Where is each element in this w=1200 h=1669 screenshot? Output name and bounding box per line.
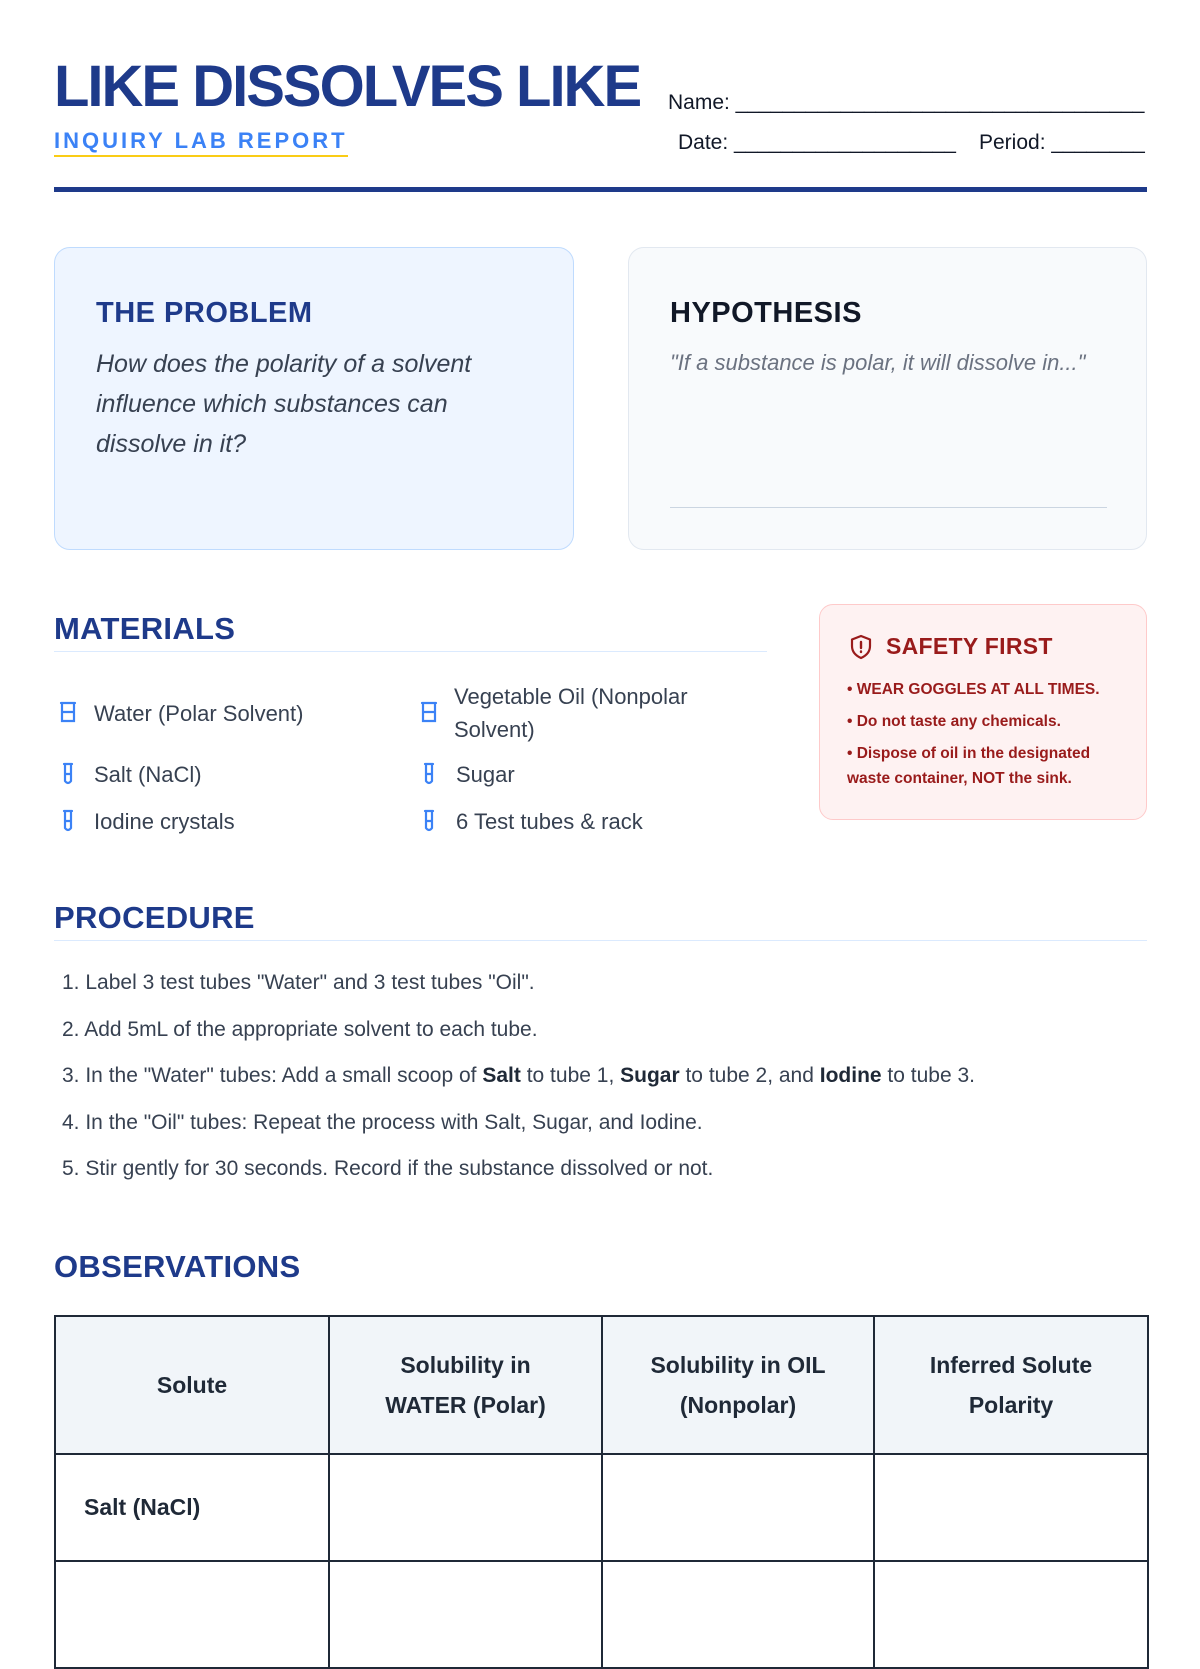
step-text: to tube 1, <box>520 1064 621 1087</box>
step-bold-sugar: Sugar <box>620 1064 680 1087</box>
oil-cell[interactable] <box>602 1561 874 1668</box>
table-row <box>55 1561 1148 1668</box>
water-cell[interactable] <box>329 1561 602 1668</box>
oil-cell[interactable] <box>602 1454 874 1561</box>
water-cell[interactable] <box>329 1454 602 1561</box>
column-header: Solubility in WATER (Polar) <box>329 1316 602 1454</box>
procedure-step: 5. Stir gently for 30 seconds. Record if the substance dissolved or not. <box>62 1157 714 1180</box>
step-text: to tube 3. <box>881 1064 975 1087</box>
test-tube-icon <box>57 809 79 838</box>
procedure-divider <box>54 940 1147 941</box>
date-field[interactable]: Date: ___________________ <box>678 131 956 154</box>
material-item: Vegetable Oil (Nonpolar Solvent) <box>454 684 688 742</box>
material-item: Sugar <box>456 762 515 787</box>
problem-title: THE PROBLEM <box>96 297 313 329</box>
beaker-icon <box>57 700 79 729</box>
test-tube-icon <box>418 762 440 791</box>
observations-heading: OBSERVATIONS <box>54 1249 301 1284</box>
polarity-cell[interactable] <box>874 1561 1148 1668</box>
table-row <box>55 1454 1148 1561</box>
materials-divider <box>54 651 767 652</box>
materials-heading: MATERIALS <box>54 611 236 646</box>
shield-icon <box>848 633 874 666</box>
procedure-step: 2. Add 5mL of the appropriate solvent to each tube. <box>62 1018 538 1041</box>
procedure-step: 4. In the "Oil" tubes: Repeat the process with Salt, Sugar, and Iodine. <box>62 1111 703 1134</box>
test-tube-icon <box>57 762 79 791</box>
column-header: Solubility in OIL (Nonpolar) <box>602 1316 874 1454</box>
problem-card <box>54 247 574 550</box>
hypothesis-input[interactable]: "If a substance is polar, it will dissolve in..." <box>670 350 1086 375</box>
step-text: to tube 2, and <box>679 1064 820 1087</box>
material-item: Salt (NaCl) <box>94 762 202 787</box>
safety-item: • Do not taste any chemicals. <box>847 713 1061 730</box>
observations-table <box>54 1315 1149 1669</box>
safety-box <box>819 604 1147 820</box>
page-subtitle: INQUIRY LAB REPORT <box>54 127 348 157</box>
hypothesis-answer-line <box>670 507 1107 508</box>
step-bold-salt: Salt <box>482 1064 521 1087</box>
material-item: Iodine crystals <box>94 809 235 834</box>
safety-title: SAFETY FIRST <box>886 633 1053 659</box>
material-item: Water (Polar Solvent) <box>94 701 304 726</box>
polarity-cell[interactable] <box>874 1454 1148 1561</box>
page-title: LIKE DISSOLVES LIKE <box>54 54 641 119</box>
safety-item: • Dispose of oil in the designated waste container, NOT the sink. <box>847 745 1091 787</box>
period-field[interactable]: Period: ________ <box>979 131 1145 154</box>
procedure-step <box>62 1062 975 1090</box>
step-bold-iodine: Iodine <box>819 1064 882 1087</box>
header-divider <box>54 187 1147 192</box>
hypothesis-title: HYPOTHESIS <box>670 297 862 329</box>
beaker-icon <box>418 700 440 729</box>
column-header: Inferred Solute Polarity <box>874 1316 1148 1454</box>
safety-item: • WEAR GOGGLES AT ALL TIMES. <box>847 681 1100 698</box>
step-text: 3. In the "Water" tubes: Add a small scoop of <box>62 1064 483 1087</box>
row-solute: Salt (NaCl) <box>55 1454 329 1561</box>
procedure-step: 1. Label 3 test tubes "Water" and 3 test tubes "Oil". <box>62 971 535 994</box>
table-header-row <box>55 1316 1148 1454</box>
name-field[interactable]: Name: ___________________________________ <box>668 91 1145 114</box>
row-solute <box>55 1561 329 1668</box>
test-tube-icon <box>418 809 440 838</box>
hypothesis-card <box>628 247 1147 550</box>
problem-question: How does the polarity of a solvent influence which substances can dissolve in it? <box>96 350 472 458</box>
material-item: 6 Test tubes & rack <box>456 809 643 834</box>
procedure-heading: PROCEDURE <box>54 900 255 935</box>
column-header: Solute <box>55 1316 329 1454</box>
